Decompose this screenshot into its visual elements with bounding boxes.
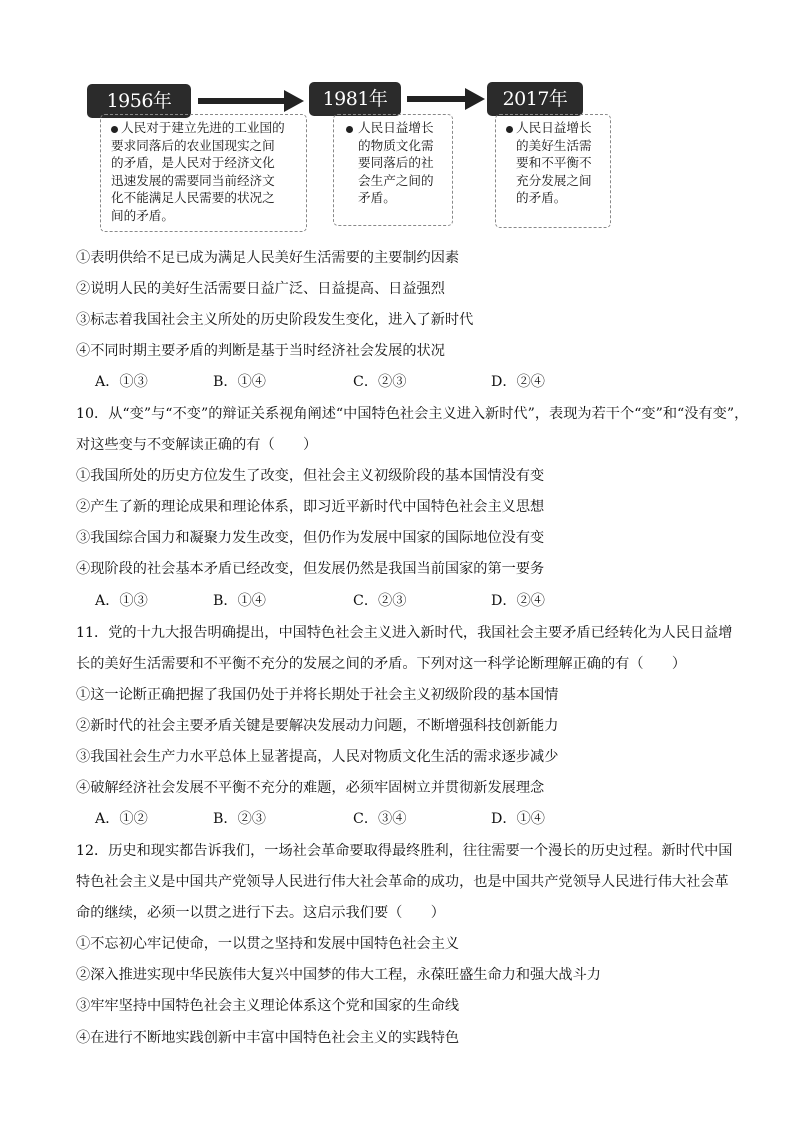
box-line: 充分发展之间 xyxy=(516,172,592,188)
option-a[interactable]: A．①③ xyxy=(95,593,148,609)
timeline-box-2017 xyxy=(495,114,611,228)
option-d[interactable]: D．①④ xyxy=(491,811,545,827)
box-line: 的矛盾，是人民对于经济文化 xyxy=(111,155,275,171)
box-line: 要同落后的社 xyxy=(358,155,434,171)
timeline-diagram xyxy=(0,0,794,240)
q11-statement-3: ③我国社会生产力水平总体上显著提高，人民对物质文化生活的需求逐步减少 xyxy=(76,749,559,765)
q11-statement-1: ①这一论断正确把握了我国仍处于并将长期处于社会主义初级阶段的基本国情 xyxy=(76,687,559,703)
q12-stem-line-1: 12．历史和现实都告诉我们，一场社会革命要取得最终胜利，往往需要一个漫长的历史过程。新时代中国 xyxy=(76,843,733,859)
box-line: 会生产之间的 xyxy=(358,172,434,188)
option-b[interactable]: B．①④ xyxy=(213,593,266,609)
box-line: 要和不平衡不 xyxy=(516,155,592,171)
box-line: 要求同落后的农业国现实之间 xyxy=(111,137,275,153)
year-tag-2017: 2017年 xyxy=(487,82,583,116)
box-line: 的物质文化需 xyxy=(358,137,434,153)
q10-stem-line-2: 对这些变与不变解读正确的有（ ） xyxy=(76,437,318,453)
option-c[interactable]: C．②③ xyxy=(353,593,407,609)
bullet-icon xyxy=(111,126,118,133)
q11-statement-4: ④破解经济社会发展不平衡不充分的难题，必须牢固树立并贯彻新发展理念 xyxy=(76,780,545,796)
q12-statement-3: ③牢牢坚持中国特色社会主义理论体系这个党和国家的生命线 xyxy=(76,998,460,1014)
q9-statement-2: ②说明人民的美好生活需要日益广泛、日益提高、日益强烈 xyxy=(76,281,445,297)
bullet-icon xyxy=(506,126,513,133)
option-c[interactable]: C．③④ xyxy=(353,811,407,827)
year-tag-1981: 1981年 xyxy=(309,82,401,116)
timeline-box-1956 xyxy=(100,114,307,232)
box-line: 间的矛盾。 xyxy=(111,207,174,223)
q12-stem-line-3: 命的继续，必须一以贯之进行下去。这启示我们要（ ） xyxy=(76,905,445,921)
timeline-arrow xyxy=(198,98,286,104)
option-a[interactable]: A．①③ xyxy=(95,374,148,390)
timeline-arrow xyxy=(407,96,467,102)
bullet-icon xyxy=(346,126,353,133)
q9-statement-1: ①表明供给不足已成为满足人民美好生活需要的主要制约因素 xyxy=(76,250,460,266)
q10-stem-line-1: 10．从“变”与“不变”的辩证关系视角阐述“中国特色社会主义进入新时代”，表现为若干个“变”和“没有变”， xyxy=(76,406,749,422)
q9-statement-4: ④不同时期主要矛盾的判断是基于当时经济社会发展的状况 xyxy=(76,343,445,359)
q12-statement-1: ①不忘初心牢记使命，一以贯之坚持和发展中国特色社会主义 xyxy=(76,936,460,952)
box-line: 化不能满足人民需要的状况之 xyxy=(111,190,275,206)
q12-statement-2: ②深入推进实现中华民族伟大复兴中国梦的伟大工程，永葆旺盛生命力和强大战斗力 xyxy=(76,967,601,983)
option-a[interactable]: A．①② xyxy=(95,811,148,827)
option-c[interactable]: C．②③ xyxy=(353,374,407,390)
timeline-box-1981 xyxy=(333,114,453,226)
option-d[interactable]: D．②④ xyxy=(491,374,545,390)
option-d[interactable]: D．②④ xyxy=(491,593,545,609)
q12-stem-line-2: 特色社会主义是中国共产党领导人民进行伟大社会革命的成功，也是中国共产党领导人民进行伟大社会革 xyxy=(76,874,729,890)
q11-stem-line-1: 11．党的十九大报告明确提出，中国特色社会主义进入新时代，我国社会主要矛盾已经转化为人民日益增 xyxy=(76,625,733,641)
q12-statement-4: ④在进行不断地实践创新中丰富中国特色社会主义的实践特色 xyxy=(76,1030,460,1046)
box-line: 矛盾。 xyxy=(358,190,396,206)
year-tag-1956: 1956年 xyxy=(87,84,191,118)
q10-statement-1: ①我国所处的历史方位发生了改变，但社会主义初级阶段的基本国情没有变 xyxy=(76,468,545,484)
q10-statement-2: ②产生了新的理论成果和理论体系，即习近平新时代中国特色社会主义思想 xyxy=(76,499,545,515)
option-b[interactable]: B．①④ xyxy=(213,374,266,390)
box-line: 的矛盾。 xyxy=(516,190,567,206)
box-line: 人民日益增长 xyxy=(358,120,434,135)
box-line: 迅速发展的需要同当前经济文 xyxy=(111,172,275,188)
q11-statement-2: ②新时代的社会主要矛盾关键是要解决发展动力问题，不断增强科技创新能力 xyxy=(76,718,559,734)
box-line: 人民日益增长 xyxy=(516,120,592,135)
q11-stem-line-2: 长的美好生活需要和不平衡不充分的发展之间的矛盾。下列对这一科学论断理解正确的有（ ） xyxy=(76,656,687,672)
q9-statement-3: ③标志着我国社会主义所处的历史阶段发生变化，进入了新时代 xyxy=(76,312,474,328)
box-line: 人民对于建立先进的工业国的 xyxy=(121,120,285,135)
option-b[interactable]: B．②③ xyxy=(213,811,266,827)
q10-statement-3: ③我国综合国力和凝聚力发生改变，但仍作为发展中国家的国际地位没有变 xyxy=(76,530,545,546)
q10-statement-4: ④现阶段的社会基本矛盾已经改变，但发展仍然是我国当前国家的第一要务 xyxy=(76,561,545,577)
box-line: 的美好生活需 xyxy=(516,137,592,153)
